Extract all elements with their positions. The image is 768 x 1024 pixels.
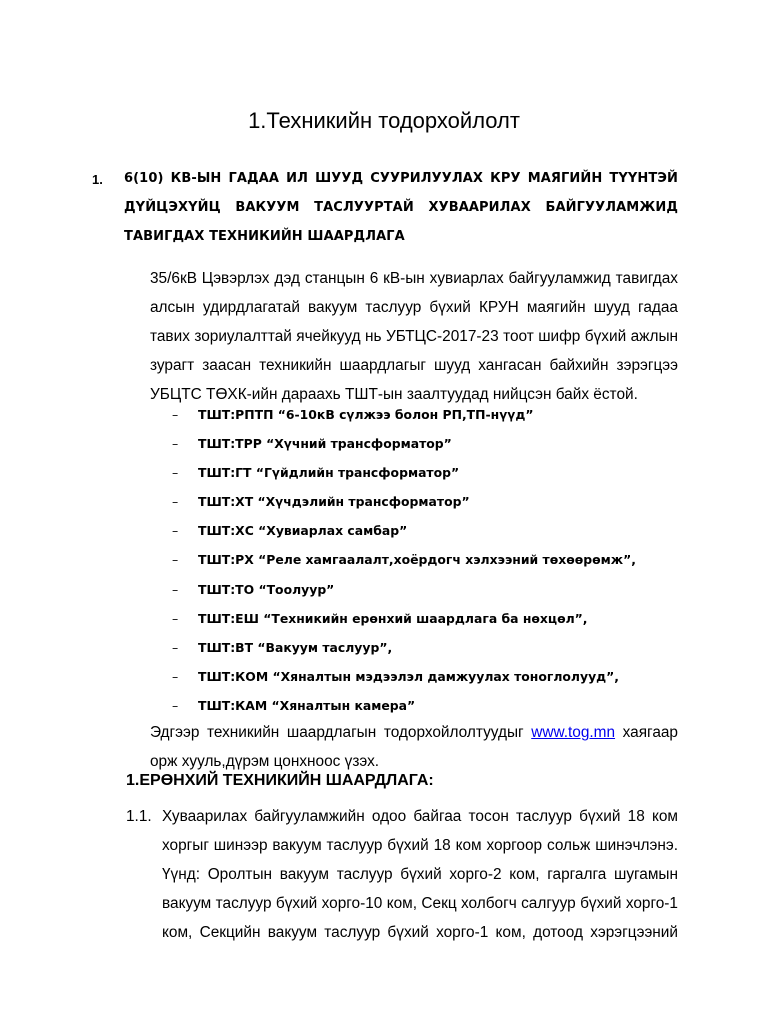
dash-bullet: – <box>172 494 179 510</box>
list-item <box>172 545 636 574</box>
list-item <box>172 516 636 545</box>
tog-website-link[interactable]: www.tog.mn <box>531 724 616 741</box>
outro-text-after: хаягаар орж хууль,дүрэм цонхноос үзэх. <box>150 724 678 770</box>
dash-bullet: – <box>172 552 179 568</box>
subsection-number: 1.1. <box>126 808 152 825</box>
list-item <box>172 633 636 662</box>
list-item-text: ТШТ:ВТ “Вакуум таслуур”, <box>198 639 393 655</box>
list-item-text: ТШТ:ТРР “Хүчний трансформатор” <box>198 436 452 452</box>
list-item-text: ТШТ:КАМ “Хяналтын камера” <box>198 697 416 713</box>
section-heading: 6(10) КВ-ЫН ГАДАА ИЛ ШУУД СУУРИЛУУЛАХ КРУ МАЯГИЙН ТҮҮНТЭЙ ДҮЙЦЭХҮЙЦ ВАКУУМ ТАСЛУУРТАЙ ХУВААРИЛАХ БАЙГУУЛАМЖИД ТАВИГДАХ ТЕХНИКИЙН ШААРДЛАГА <box>124 171 678 244</box>
section-number: 1. <box>92 172 103 187</box>
list-item <box>172 604 636 633</box>
list-item-text: ТШТ:РХ “Реле хамгаалалт,хоёрдогч хэлхээний төхөөрөмж”, <box>198 552 636 568</box>
list-item-text: ТШТ:ХС “Хувиарлах самбар” <box>198 523 408 539</box>
subsection-text: Хуваарилах байгууламжийн одоо байгаа тосон таслуур бүхий 18 ком хоргыг шинээр вакуум таслуур бүхий 18 ком хоргоор сольж шинэчлэнэ. Үүнд: Оролтын вакуум таслуур бүхий хорго-2 ком, гаргалга шугамын вакуум таслуур бүхий хорго-10 ком, Секц холбогч салгуур бүхий хорго-1 ком, Секцийн вакуум таслуур бүхий хорго-1 ком, дотоод хэрэгцээний <box>162 808 678 941</box>
list-item <box>172 487 636 516</box>
dash-bullet: – <box>172 465 179 481</box>
list-item <box>172 662 636 691</box>
dash-bullet: – <box>172 697 179 713</box>
list-item-text: ТШТ:ЕШ “Техникийн ерөнхий шаардлага ба нөхцөл”, <box>198 610 588 626</box>
general-requirements-heading: 1.ЕРӨНХИЙ ТЕХНИКИЙН ШААРДЛАГА: <box>126 772 434 789</box>
list-item <box>172 575 636 604</box>
intro-paragraph: 35/6кВ Цэвэрлэх дэд станцын 6 кВ-ын хувиарлах байгууламжид тавигдах алсын удирдлагатай вакуум таслуур бүхий КРУН маягийн шууд гадаа тавих зориулалттай ячейкууд нь УБТЦС-2017-23 тоот шифр бүхий ажлын зурагт заасан техникийн шаардлагыг шууд хангасан байхийн зэрэгцээ УБЦТС ТӨХК-ийн дараахь ТШТ-ын заалтуудад нийцсэн байх ёстой. <box>150 270 678 403</box>
dash-bullet: – <box>172 610 179 626</box>
list-item-text: ТШТ:ТО “Тоолуур” <box>198 581 335 597</box>
list-item <box>172 458 636 487</box>
outro-text-before: Эдгээр техникийн шаардлагын тодорхойлолтуудыг <box>150 724 532 741</box>
dash-bullet: – <box>172 668 179 684</box>
list-item <box>172 691 636 720</box>
tsht-standards-list <box>172 400 636 720</box>
list-item-text: ТШТ:КОМ “Хяналтын мэдээлэл дамжуулах тоноглолууд”, <box>198 668 619 684</box>
dash-bullet: – <box>172 581 179 597</box>
dash-bullet: – <box>172 436 179 452</box>
list-item <box>172 429 636 458</box>
list-item-text: ТШТ:РПТП “6-10кВ сүлжээ болон РП,ТП-нүүд” <box>198 407 534 422</box>
dash-bullet: – <box>172 523 179 539</box>
dash-bullet: – <box>172 639 179 655</box>
outro-paragraph <box>150 718 678 776</box>
list-item-text: ТШТ:ГТ “Гүйдлийн трансформатор” <box>198 465 460 481</box>
list-item-text: ТШТ:ХТ “Хүчдэлийн трансформатор” <box>198 494 470 510</box>
dash-bullet: – <box>172 407 179 422</box>
document-title: 1.Техникийн тодорхойлолт <box>248 108 520 133</box>
list-item <box>172 400 636 429</box>
